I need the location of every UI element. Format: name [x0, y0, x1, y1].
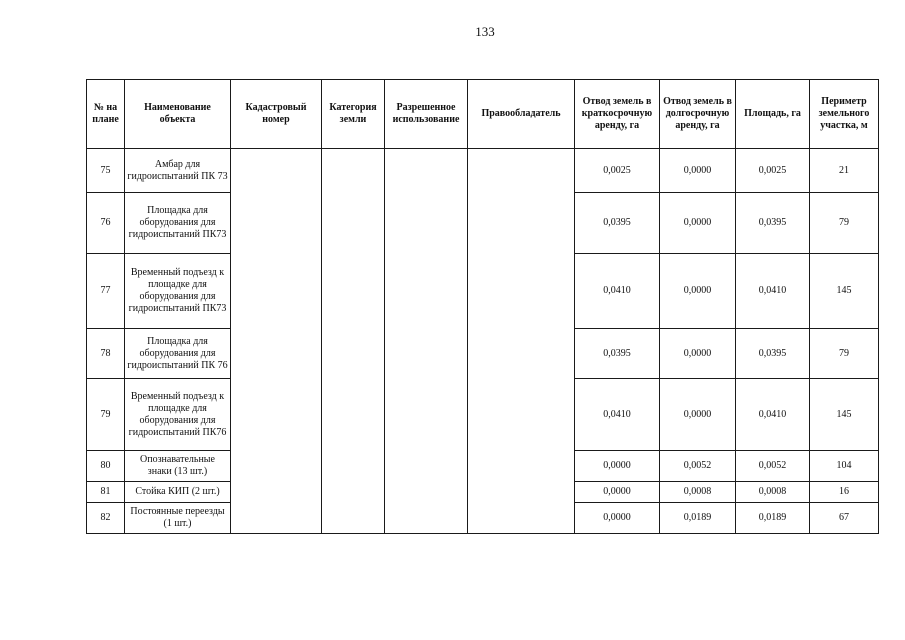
page-number: 133: [475, 24, 495, 39]
object-name: Стойка КИП (2 шт.): [125, 482, 231, 503]
perimeter: 104: [810, 451, 879, 482]
perimeter: 16: [810, 482, 879, 503]
object-name: Площадка для оборудования для гидроиспытаний ПК73: [125, 193, 231, 254]
area: 0,0052: [736, 451, 810, 482]
area: 0,0395: [736, 193, 810, 254]
header-cell: № на плане: [87, 80, 125, 149]
header-cell: Площадь, га: [736, 80, 810, 149]
land-allocation-table: [86, 79, 879, 534]
area: 0,0189: [736, 503, 810, 534]
short-term-lease: 0,0395: [575, 193, 660, 254]
short-term-lease: 0,0025: [575, 149, 660, 193]
short-term-lease: 0,0000: [575, 482, 660, 503]
area: 0,0395: [736, 329, 810, 379]
area: 0,0025: [736, 149, 810, 193]
long-term-lease: 0,0000: [660, 193, 736, 254]
long-term-lease: 0,0000: [660, 149, 736, 193]
long-term-lease: 0,0000: [660, 329, 736, 379]
header-cell: Наименование объекта: [125, 80, 231, 149]
perimeter: 21: [810, 149, 879, 193]
object-name: Постоянные переезды (1 шт.): [125, 503, 231, 534]
object-name: Временный подъезд к площадке для оборудования для гидроиспытаний ПК76: [125, 379, 231, 451]
header-cell: Разрешенное использование: [385, 80, 468, 149]
long-term-lease: 0,0189: [660, 503, 736, 534]
long-term-lease: 0,0052: [660, 451, 736, 482]
land-category-cell: [322, 149, 385, 534]
object-name: Площадка для оборудования для гидроиспытаний ПК 76: [125, 329, 231, 379]
header-cell: Периметр земельного участка, м: [810, 80, 879, 149]
header-cell: Кадастровый номер: [231, 80, 322, 149]
long-term-lease: 0,0008: [660, 482, 736, 503]
short-term-lease: 0,0395: [575, 329, 660, 379]
area: 0,0410: [736, 379, 810, 451]
perimeter: 145: [810, 254, 879, 329]
row-number: 82: [87, 503, 125, 534]
object-name: Опознавательные знаки (13 шт.): [125, 451, 231, 482]
short-term-lease: 0,0410: [575, 254, 660, 329]
owner-cell: [468, 149, 575, 534]
row-number: 75: [87, 149, 125, 193]
table-header-row: [87, 80, 879, 149]
row-number: 80: [87, 451, 125, 482]
area: 0,0410: [736, 254, 810, 329]
row-number: 81: [87, 482, 125, 503]
long-term-lease: 0,0000: [660, 379, 736, 451]
row-number: 77: [87, 254, 125, 329]
row-number: 78: [87, 329, 125, 379]
perimeter: 79: [810, 193, 879, 254]
area: 0,0008: [736, 482, 810, 503]
header-cell: Отвод земель в долгосрочную аренду, га: [660, 80, 736, 149]
short-term-lease: 0,0410: [575, 379, 660, 451]
row-number: 76: [87, 193, 125, 254]
short-term-lease: 0,0000: [575, 451, 660, 482]
header-cell: Отвод земель в краткосрочную аренду, га: [575, 80, 660, 149]
short-term-lease: 0,0000: [575, 503, 660, 534]
long-term-lease: 0,0000: [660, 254, 736, 329]
header-cell: Правообладатель: [468, 80, 575, 149]
perimeter: 79: [810, 329, 879, 379]
object-name: Временный подъезд к площадке для оборудования для гидроиспытаний ПК73: [125, 254, 231, 329]
object-name: Амбар для гидроиспытаний ПК 73: [125, 149, 231, 193]
table-row: [87, 149, 879, 193]
perimeter: 67: [810, 503, 879, 534]
cadastral-number-cell: [231, 149, 322, 534]
row-number: 79: [87, 379, 125, 451]
perimeter: 145: [810, 379, 879, 451]
permitted-use-cell: [385, 149, 468, 534]
header-cell: Категория земли: [322, 80, 385, 149]
